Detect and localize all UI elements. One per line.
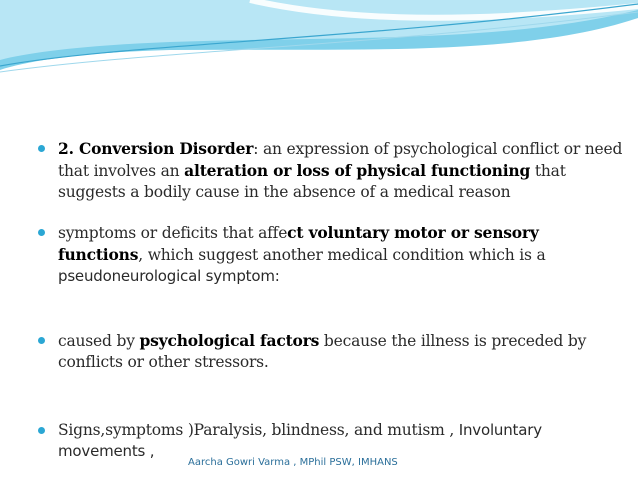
text-segment: , which suggest another medical condition which is a (138, 246, 546, 264)
text-segment: because the illness is preceded by conflicts or other stressors. (58, 332, 587, 371)
bullet-icon (38, 145, 45, 152)
bullet-icon (38, 427, 45, 434)
term-label: 2. Conversion Disorder (58, 139, 254, 158)
text-segment: caused by (58, 332, 140, 350)
bullet-signs-symptoms (38, 420, 623, 462)
header-wave-decoration (0, 0, 638, 80)
bullet-psychological-factors (38, 330, 623, 373)
bullet-text (58, 330, 623, 373)
highlight-text: alteration or loss of physical functioning (184, 161, 531, 180)
tail-text: Involuntary movements , (58, 421, 542, 460)
tail-text: pseudoneurological symptom: (58, 267, 280, 285)
bullet-symptoms-deficits (38, 222, 623, 287)
footer-author: Aarcha Gowri Varma , MPhil PSW, IMHANS (188, 457, 398, 468)
highlight-text: psychological factors (139, 331, 320, 350)
bullet-text (58, 420, 623, 462)
text-segment: Signs,symptoms )Paralysis, blindness, and mutism , (58, 421, 459, 439)
highlight-text: ct voluntary motor or sensory functions (58, 223, 539, 264)
bullet-text (58, 138, 623, 203)
bullet-icon (38, 229, 45, 236)
bullet-conversion-disorder (38, 138, 623, 203)
text-segment: symptoms or deficits that affe (58, 224, 288, 242)
bullet-icon (38, 337, 45, 344)
bullet-text (58, 222, 623, 287)
text-segment: that suggests a bodily cause in the absence of a medical reason (58, 162, 566, 201)
text-segment: : an expression of psychological conflict or need that involves an (58, 140, 623, 180)
